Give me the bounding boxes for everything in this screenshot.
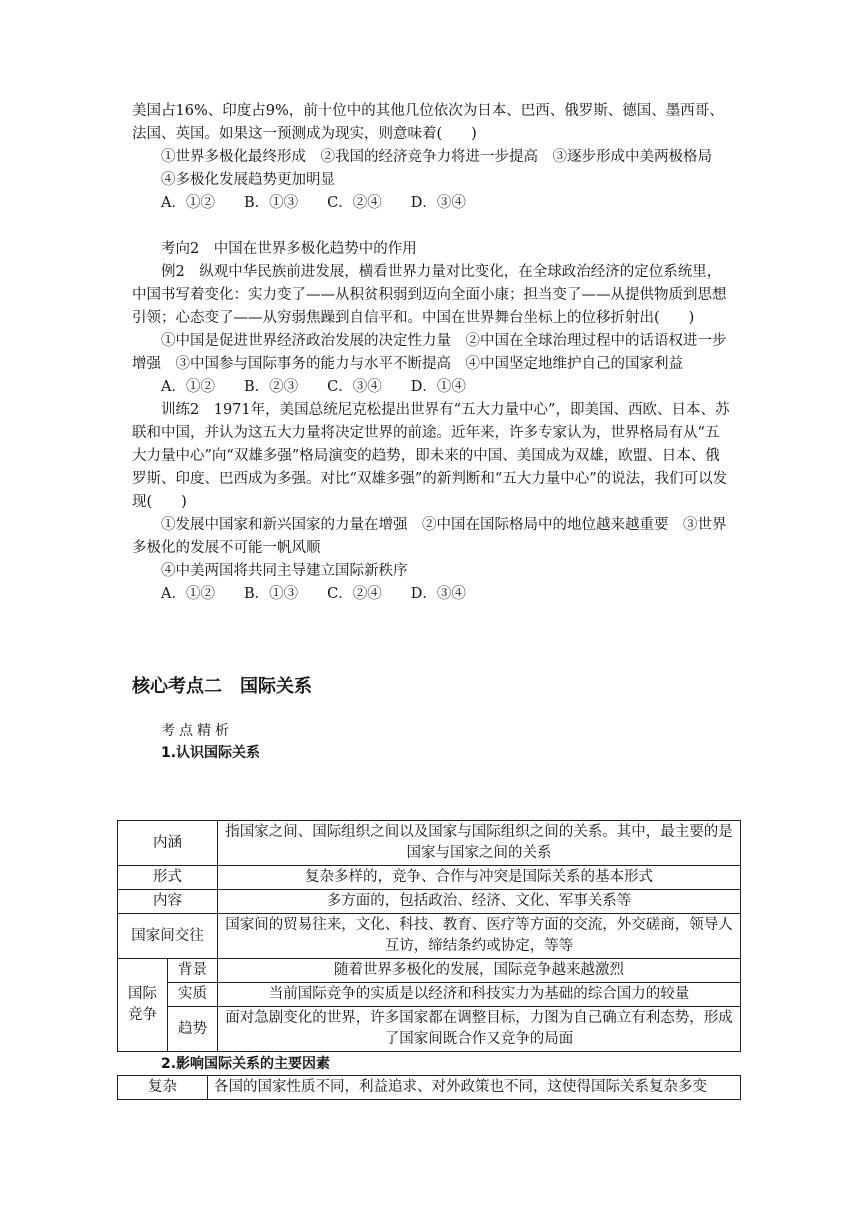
row-label: 复杂 xyxy=(118,1076,208,1100)
table-factors xyxy=(117,1075,741,1100)
example-paragraph xyxy=(132,261,732,330)
answer-options: A．①② B．②③ C．③④ D．①④ xyxy=(161,379,466,395)
table-row xyxy=(118,890,741,914)
training-paragraph xyxy=(132,399,732,514)
row-text: 面对急剧变化的世界，许多国家都在调整目标，力图为自己确立有利态势，形成了国家间既合作又竞争的局面 xyxy=(218,1007,741,1052)
row-text: 国家间的贸易往来，文化、科技、教育、医疗等方面的交流，外交磋商，领导人互访，缔结条约或协定，等等 xyxy=(218,914,741,959)
table-row xyxy=(118,983,741,1007)
table-international-relations xyxy=(117,820,741,1052)
question-item: ①世界多极化最终形成 ②我国的经济竞争力将进一步提高 ③逐步形成中美两极格局 xyxy=(161,149,712,165)
table-row xyxy=(118,866,741,890)
table-row xyxy=(118,1076,741,1100)
section-subtitle: 考点精析 xyxy=(161,723,233,739)
row-label: 国家间交往 xyxy=(118,914,218,959)
row-label: 背景 xyxy=(168,959,218,983)
table-row xyxy=(118,959,741,983)
example-text: 纵观中华民族前进发展，横看世界力量对比变化，在全球政治经济的定位系统里，中国书写着变化：实力变了——从积贫积弱到迈向全面小康；担当变了——从提供物质到思想引领；心态变了——从穷弱焦躁到自信平和。中国在世界舞台坐标上的位移折射出( ) xyxy=(132,264,727,326)
answer-options: A．①② B．①③ C．②④ D．③④ xyxy=(161,586,466,602)
row-text: 随着世界多极化的发展，国际竞争越来越激烈 xyxy=(218,959,741,983)
row-label: 实质 xyxy=(168,983,218,1007)
section-heading: 考向2 中国在世界多极化趋势中的作用 xyxy=(161,241,417,257)
training-label: 训练2 xyxy=(161,402,200,418)
row-label: 形式 xyxy=(118,866,218,890)
table-row xyxy=(118,914,741,959)
row-text: 当前国际竞争的实质是以经济和科技实力为基础的综合国力的较量 xyxy=(218,983,741,1007)
training-text: 1971年，美国总统尼克松提出世界有“五大力量中心”，即美国、西欧、日本、苏联和中国，并认为这五大力量将决定世界的前途。近年来，许多专家认为，世界格局有从“五大力量中心”向“双雄多强”格局演变的趋势，即未来的中国、美国成为双雄，欧盟、日本、俄罗斯、印度、巴西成为多强。对比“双雄多强”的新判断和“五大力量中心”的说法，我们可以发现( ) xyxy=(132,402,730,510)
question-items: ①中国是促进世界经济政治发展的决定性力量 ②中国在全球治理过程中的话语权进一步增强 ③中国参与国际事务的能力与水平不断提高 ④中国坚定地维护自己的国家利益 xyxy=(132,333,727,372)
table-row xyxy=(118,1007,741,1052)
answer-options: A．①② B．①③ C．②④ D．③④ xyxy=(161,195,466,211)
table-row xyxy=(118,821,741,866)
row-text: 各国的国家性质不同，利益追求、对外政策也不同，这使得国际关系复杂多变 xyxy=(208,1076,741,1100)
document-content xyxy=(132,100,732,763)
row-text: 复杂多样的，竞争、合作与冲突是国际关系的基本形式 xyxy=(218,866,741,890)
example-label: 例2 xyxy=(161,264,185,280)
group-label: 国际竞争 xyxy=(118,959,168,1052)
question-item: ④多极化发展趋势更加明显 xyxy=(161,172,335,188)
question-item: ④中美两国将共同主导建立国际新秩序 xyxy=(161,563,408,579)
section-title: 核心考点二 国际关系 xyxy=(132,676,312,697)
row-label: 内容 xyxy=(118,890,218,914)
question-item: ①发展中国家和新兴国家的力量在增强 ②中国在国际格局中的地位越来越重要 ③世界多极化的发展不可能一帆风顺 xyxy=(132,517,727,556)
row-text: 指国家之间、国际组织之间以及国家与国际组织之间的关系。其中，最主要的是国家与国家之间的关系 xyxy=(218,821,741,866)
table1-title: 1.认识国际关系 xyxy=(161,745,261,761)
row-label: 趋势 xyxy=(168,1007,218,1052)
row-label: 内涵 xyxy=(118,821,218,866)
question-stem: 美国占16%、印度占9%，前十位中的其他几位依次为日本、巴西、俄罗斯、德国、墨西哥、法国、英国。如果这一预测成为现实，则意味着( ) xyxy=(132,103,724,142)
table2-title: 2.影响国际关系的主要因素 xyxy=(161,1056,331,1072)
row-text: 多方面的，包括政治、经济、文化、军事关系等 xyxy=(218,890,741,914)
